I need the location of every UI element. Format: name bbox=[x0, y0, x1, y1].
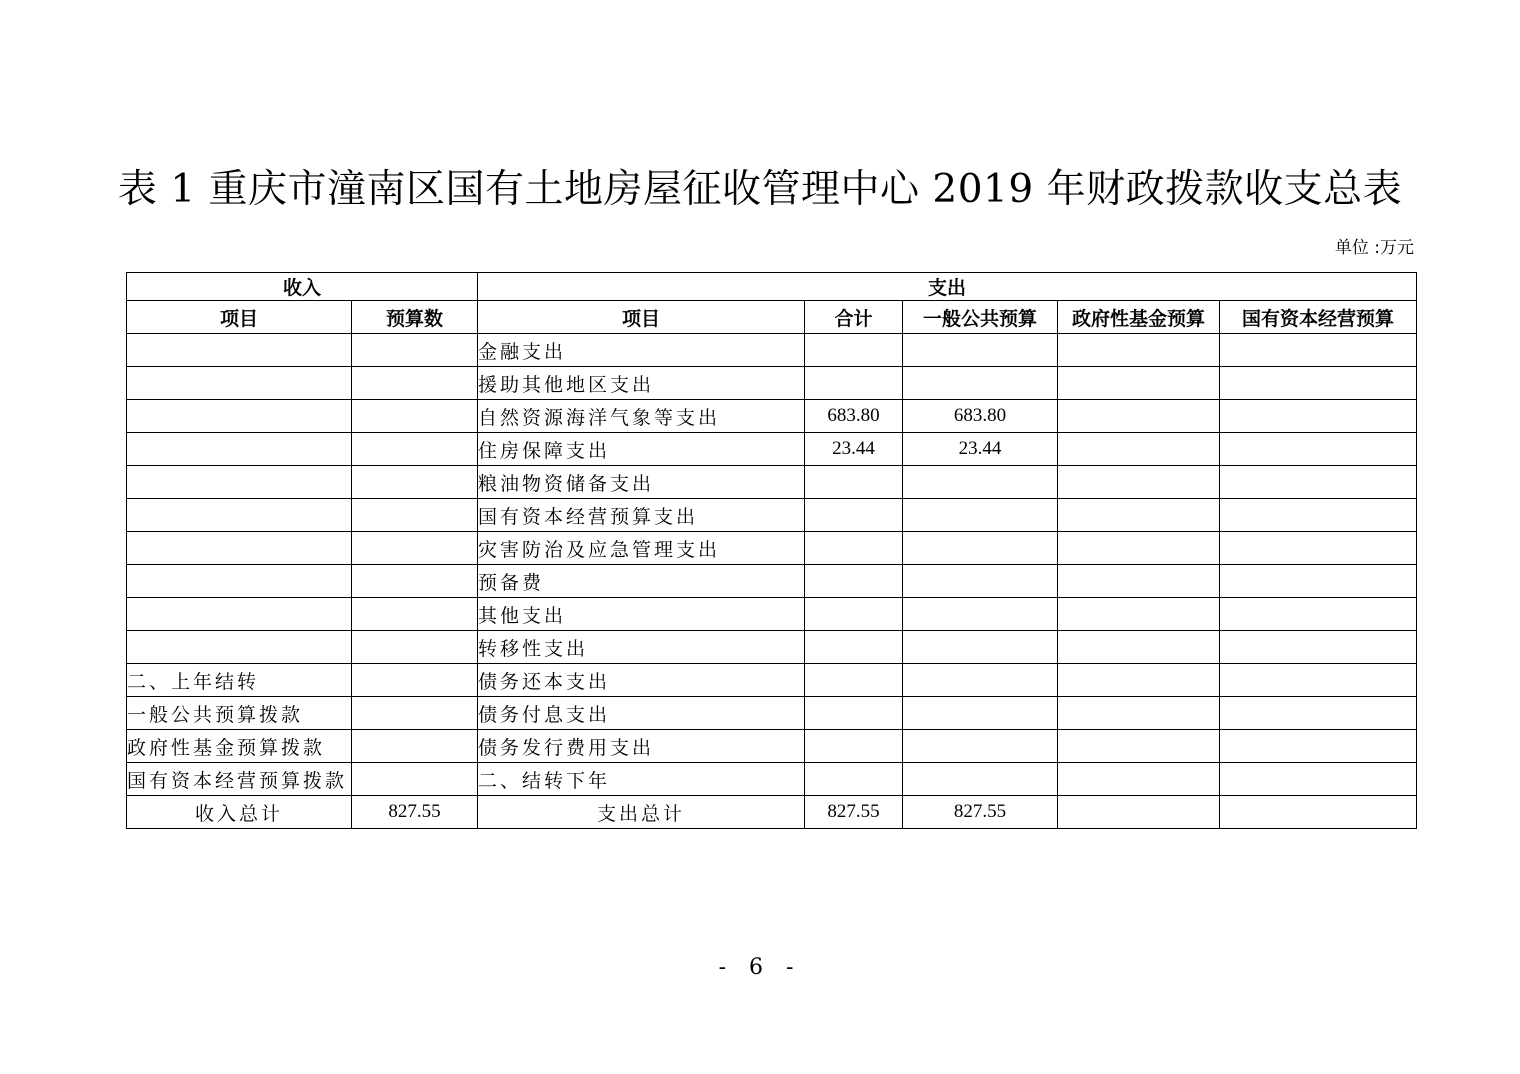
cell-general-budget bbox=[903, 466, 1058, 499]
cell-fund-budget bbox=[1058, 400, 1220, 433]
col-expense-item: 项目 bbox=[478, 301, 805, 334]
header-row-group bbox=[127, 273, 1417, 301]
cell-income-budget bbox=[352, 664, 478, 697]
totals-row bbox=[127, 796, 1417, 829]
cell-expense-item: 自然资源海洋气象等支出 bbox=[478, 400, 805, 433]
cell-income-item bbox=[127, 565, 352, 598]
cell-total bbox=[805, 697, 903, 730]
budget-table bbox=[126, 272, 1417, 829]
page-title: 表 1 重庆市潼南区国有土地房屋征收管理中心 2019 年财政拨款收支总表 bbox=[117, 167, 1403, 212]
cell-income-item: 政府性基金预算拨款 bbox=[127, 730, 352, 763]
table-row bbox=[127, 631, 1417, 664]
col-fund-budget: 政府性基金预算 bbox=[1058, 301, 1220, 334]
cell-general-budget bbox=[903, 367, 1058, 400]
cell-state-capital-budget bbox=[1220, 334, 1417, 367]
cell-expense-item: 灾害防治及应急管理支出 bbox=[478, 532, 805, 565]
cell-income-item bbox=[127, 334, 352, 367]
cell-income-budget bbox=[352, 631, 478, 664]
col-general-budget: 一般公共预算 bbox=[903, 301, 1058, 334]
cell-expense-item: 二、结转下年 bbox=[478, 763, 805, 796]
table-row bbox=[127, 334, 1417, 367]
cell-expense-item: 援助其他地区支出 bbox=[478, 367, 805, 400]
cell-state-capital-budget bbox=[1220, 664, 1417, 697]
cell-general-budget bbox=[903, 598, 1058, 631]
header-row-columns bbox=[127, 301, 1417, 334]
income-header: 收入 bbox=[127, 273, 478, 301]
cell-state-capital-budget bbox=[1220, 466, 1417, 499]
cell-expense-item: 住房保障支出 bbox=[478, 433, 805, 466]
cell-income-budget bbox=[352, 697, 478, 730]
cell-income-budget bbox=[352, 565, 478, 598]
cell-state-capital-budget bbox=[1220, 631, 1417, 664]
cell-income-budget bbox=[352, 433, 478, 466]
table-row bbox=[127, 466, 1417, 499]
cell-fund-budget bbox=[1058, 367, 1220, 400]
cell-state-capital-budget bbox=[1220, 598, 1417, 631]
cell-income-budget bbox=[352, 334, 478, 367]
cell-income-budget bbox=[352, 730, 478, 763]
total-cell-expense-item: 支出总计 bbox=[478, 796, 805, 829]
cell-income-budget bbox=[352, 532, 478, 565]
cell-fund-budget bbox=[1058, 433, 1220, 466]
cell-income-item: 国有资本经营预算拨款 bbox=[127, 763, 352, 796]
cell-general-budget: 683.80 bbox=[903, 400, 1058, 433]
col-income-budget: 预算数 bbox=[352, 301, 478, 334]
cell-fund-budget bbox=[1058, 763, 1220, 796]
cell-expense-item: 转移性支出 bbox=[478, 631, 805, 664]
cell-income-budget bbox=[352, 400, 478, 433]
table-row bbox=[127, 400, 1417, 433]
cell-general-budget bbox=[903, 334, 1058, 367]
cell-fund-budget bbox=[1058, 532, 1220, 565]
cell-total bbox=[805, 631, 903, 664]
cell-general-budget bbox=[903, 730, 1058, 763]
cell-fund-budget bbox=[1058, 499, 1220, 532]
cell-general-budget bbox=[903, 631, 1058, 664]
cell-income-budget bbox=[352, 466, 478, 499]
cell-state-capital-budget bbox=[1220, 697, 1417, 730]
cell-state-capital-budget bbox=[1220, 433, 1417, 466]
total-cell-total: 827.55 bbox=[805, 796, 903, 829]
cell-total bbox=[805, 763, 903, 796]
cell-expense-item: 预备费 bbox=[478, 565, 805, 598]
cell-general-budget bbox=[903, 763, 1058, 796]
cell-total: 23.44 bbox=[805, 433, 903, 466]
cell-total bbox=[805, 664, 903, 697]
cell-expense-item: 国有资本经营预算支出 bbox=[478, 499, 805, 532]
table-row bbox=[127, 367, 1417, 400]
cell-total bbox=[805, 334, 903, 367]
col-income-item: 项目 bbox=[127, 301, 352, 334]
cell-expense-item: 粮油物资储备支出 bbox=[478, 466, 805, 499]
table-row bbox=[127, 763, 1417, 796]
table-row bbox=[127, 565, 1417, 598]
cell-state-capital-budget bbox=[1220, 400, 1417, 433]
cell-total bbox=[805, 499, 903, 532]
unit-label: 单位 :万元 bbox=[1334, 238, 1414, 258]
total-cell-general-budget: 827.55 bbox=[903, 796, 1058, 829]
col-state-capital-budget: 国有资本经营预算 bbox=[1220, 301, 1417, 334]
cell-income-item bbox=[127, 499, 352, 532]
total-cell-income-item: 收入总计 bbox=[127, 796, 352, 829]
cell-state-capital-budget bbox=[1220, 532, 1417, 565]
cell-expense-item: 其他支出 bbox=[478, 598, 805, 631]
cell-fund-budget bbox=[1058, 334, 1220, 367]
cell-state-capital-budget bbox=[1220, 565, 1417, 598]
cell-income-budget bbox=[352, 763, 478, 796]
cell-income-item bbox=[127, 466, 352, 499]
cell-income-item: 一般公共预算拨款 bbox=[127, 697, 352, 730]
cell-fund-budget bbox=[1058, 565, 1220, 598]
cell-fund-budget bbox=[1058, 664, 1220, 697]
cell-general-budget bbox=[903, 664, 1058, 697]
table-row bbox=[127, 532, 1417, 565]
cell-income-item: 二、上年结转 bbox=[127, 664, 352, 697]
cell-general-budget bbox=[903, 565, 1058, 598]
cell-fund-budget bbox=[1058, 730, 1220, 763]
cell-income-budget bbox=[352, 499, 478, 532]
cell-state-capital-budget bbox=[1220, 499, 1417, 532]
cell-income-item bbox=[127, 532, 352, 565]
cell-income-budget bbox=[352, 367, 478, 400]
cell-total: 683.80 bbox=[805, 400, 903, 433]
cell-fund-budget bbox=[1058, 631, 1220, 664]
cell-expense-item: 债务还本支出 bbox=[478, 664, 805, 697]
cell-expense-item: 债务发行费用支出 bbox=[478, 730, 805, 763]
page-number: - 6 - bbox=[718, 955, 802, 980]
cell-total bbox=[805, 565, 903, 598]
cell-total bbox=[805, 466, 903, 499]
cell-state-capital-budget bbox=[1220, 763, 1417, 796]
cell-total bbox=[805, 730, 903, 763]
cell-income-item bbox=[127, 631, 352, 664]
expense-header: 支出 bbox=[478, 273, 1417, 301]
cell-total bbox=[805, 367, 903, 400]
table-row bbox=[127, 499, 1417, 532]
cell-expense-item: 金融支出 bbox=[478, 334, 805, 367]
total-cell-fund-budget bbox=[1058, 796, 1220, 829]
cell-income-budget bbox=[352, 598, 478, 631]
table-row bbox=[127, 598, 1417, 631]
cell-general-budget: 23.44 bbox=[903, 433, 1058, 466]
cell-state-capital-budget bbox=[1220, 730, 1417, 763]
cell-income-item bbox=[127, 400, 352, 433]
total-cell-income-budget: 827.55 bbox=[352, 796, 478, 829]
cell-fund-budget bbox=[1058, 697, 1220, 730]
table-row bbox=[127, 433, 1417, 466]
cell-income-item bbox=[127, 367, 352, 400]
total-cell-state-capital-budget bbox=[1220, 796, 1417, 829]
cell-state-capital-budget bbox=[1220, 367, 1417, 400]
cell-general-budget bbox=[903, 499, 1058, 532]
table-row bbox=[127, 664, 1417, 697]
cell-fund-budget bbox=[1058, 598, 1220, 631]
cell-general-budget bbox=[903, 532, 1058, 565]
cell-total bbox=[805, 532, 903, 565]
cell-income-item bbox=[127, 433, 352, 466]
col-total: 合计 bbox=[805, 301, 903, 334]
cell-total bbox=[805, 598, 903, 631]
table-row bbox=[127, 730, 1417, 763]
table-row bbox=[127, 697, 1417, 730]
cell-income-item bbox=[127, 598, 352, 631]
cell-general-budget bbox=[903, 697, 1058, 730]
cell-fund-budget bbox=[1058, 466, 1220, 499]
cell-expense-item: 债务付息支出 bbox=[478, 697, 805, 730]
